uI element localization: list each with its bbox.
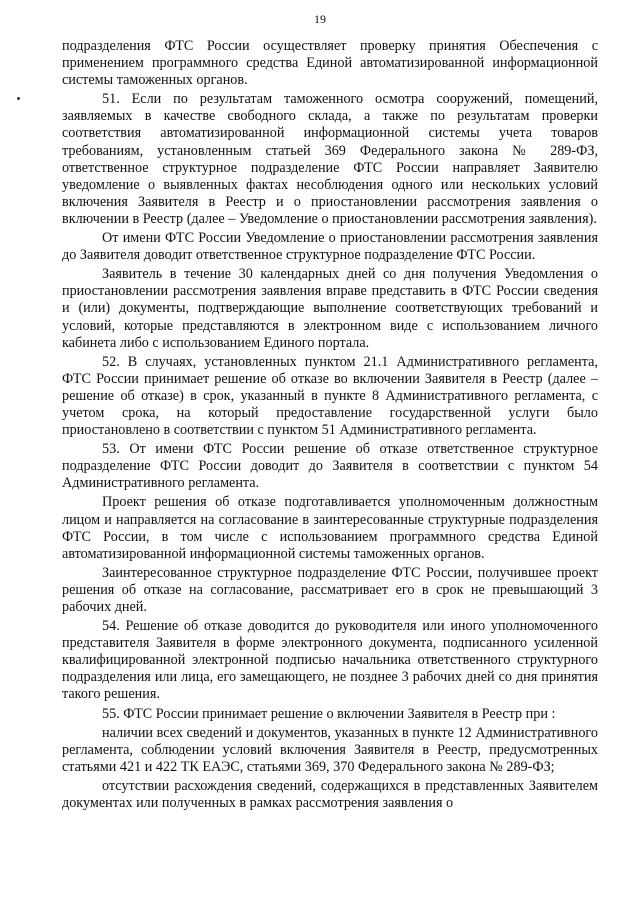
paragraph-53: 53. От имени ФТС России решение об отказе ответственное структурное подразделение ФТС России доводит до Заявителя в соответствии с пунктом 54 Административного регламента.	[62, 441, 598, 492]
paragraph-51-applicant: Заявитель в течение 30 календарных дней со дня получения Уведомления о приостановлении рассмотрения заявления вправе представить в ФТС России сведения и (или) документы, подтверждающие выполнение соответствующих требований и условий, которые представляются в электронном виде с использованием личного кабинета либо с использованием Единого портала.	[62, 266, 598, 351]
scan-speck	[17, 97, 20, 100]
paragraph-53-draft: Проект решения об отказе подготавливается уполномоченным должностным лицом и направляется на согласование в заинтересованные структурные подразделения ФТС России, в том числе с использованием программного средства Единой автоматизированной информационной системы таможенных органов.	[62, 494, 598, 562]
paragraph-55: 55. ФТС России принимает решение о включении Заявителя в Реестр при :	[102, 705, 556, 722]
paragraph-53-review: Заинтересованное структурное подразделение ФТС России, получившее проект решения об отказе на согласование, рассматривает его в срок не превышающий 3 рабочих дней.	[62, 564, 598, 615]
paragraph-51: 51. Если по результатам таможенного осмотра сооружений, помещений, заявляемых в качестве свободного склада, а также по результатам проверки соответствия автоматизированной информационной системы учета товаров требованиям, установленным статьей 369 Федерального закона № 289-ФЗ, ответственное структурное подразделение ФТС России направляет Заявителю уведомление о выявленных фактах несоблюдения одного или нескольких условий включения Заявителя в Реестр и о приостановлении рассмотрения заявления о включении в Реестр (далее – Уведомление о приостановлении рассмотрения заявления).	[62, 91, 598, 227]
paragraph-51-notice: От имени ФТС России Уведомление о приостановлении рассмотрения заявления до Заявителя доводит ответственное структурное подразделение ФТС России.	[62, 230, 598, 264]
paragraph-54: 54. Решение об отказе доводится до руководителя или иного уполномоченного представителя Заявителя в форме электронного документа, подписанного усиленной квалифицированной электронной подписью начальника ответственного структурного подразделения или лица, его замещающего, не позднее 3 рабочих дней со дня принятия такого решения.	[62, 618, 598, 703]
paragraph-55-condition-1: наличии всех сведений и документов, указанных в пункте 12 Административного регламента, соблюдении условий включения Заявителя в Реестр, предусмотренных статьями 421 и 422 ТК ЕАЭС, статьями 369, 370 Федерального закона № 289-ФЗ;	[62, 724, 598, 775]
document-body	[62, 38, 598, 814]
page-number: 19	[314, 12, 326, 26]
paragraph-55-condition-2: отсутствии расхождения сведений, содержащихся в представленных Заявителем документах или полученных в рамках рассмотрения заявления о	[62, 777, 598, 812]
paragraph-52: 52. В случаях, установленных пунктом 21.1 Административного регламента, ФТС России принимает решение об отказе во включении Заявителя в Реестр (далее – решение об отказе) в срок, указанный в пункте 8 Административного регламента, с учетом срока, на который предоставление государственной услуги было приостановлено в соответствии с пунктом 51 Административного регламента.	[62, 353, 598, 439]
paragraph-continuation: подразделения ФТС России осуществляет проверку принятия Обеспечения с применением программного средства Единой автоматизированной информационной системы таможенных органов.	[62, 38, 598, 89]
